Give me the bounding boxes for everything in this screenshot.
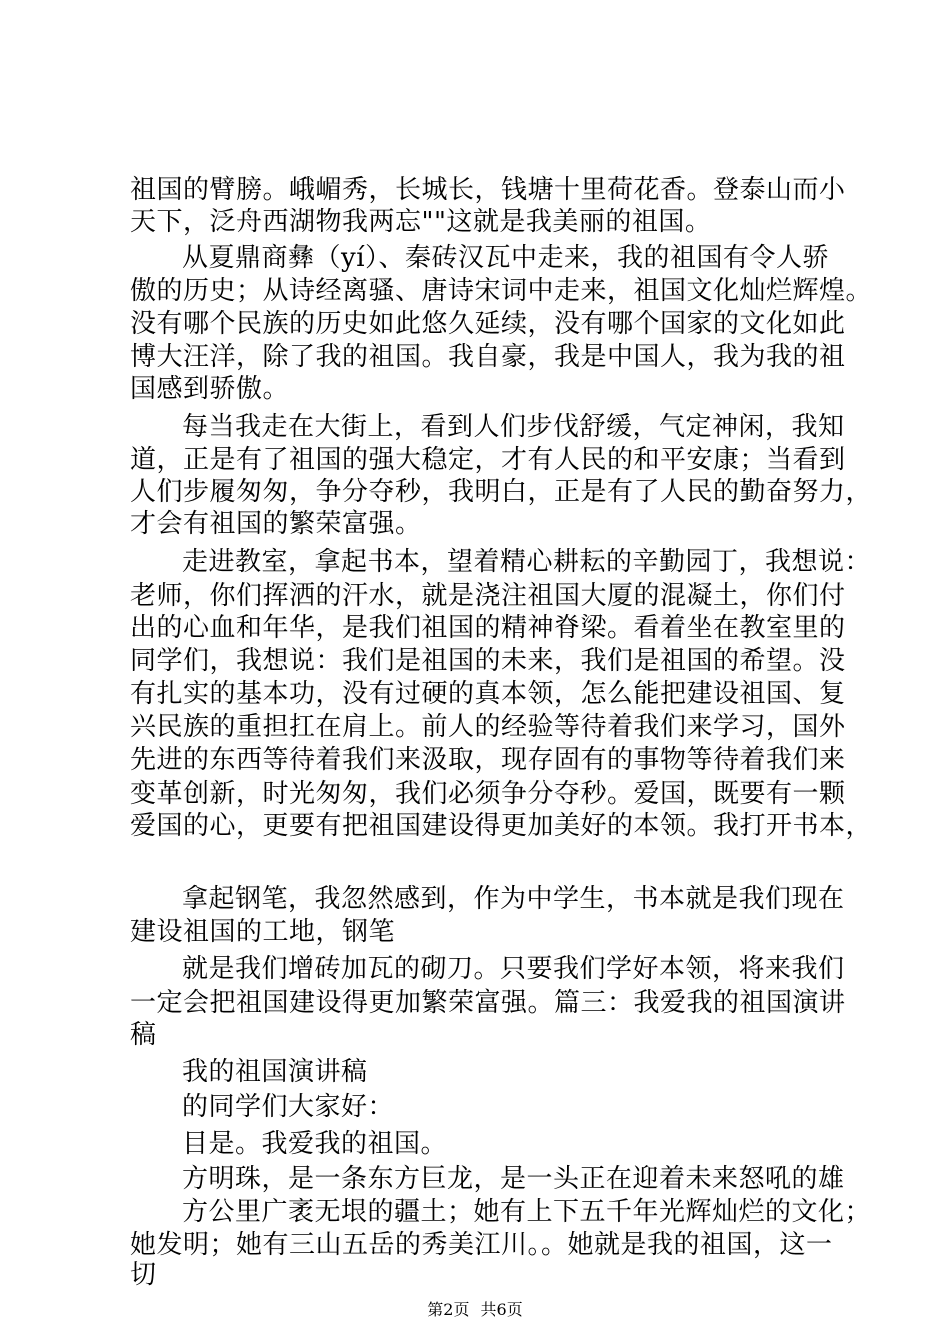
- text-line: 没有哪个民族的历史如此悠久延续，没有哪个国家的文化如此: [130, 309, 846, 339]
- text-line: 一定会把祖国建设得更加繁荣富强。篇三：我爱我的祖国演讲: [130, 988, 846, 1018]
- text-line: 出的心血和年华，是我们祖国的精神脊梁。看着坐在教室里的: [130, 613, 846, 643]
- text-line: 先进的东西等待着我们来汲取，现存固有的事物等待着我们来: [130, 745, 846, 775]
- text-line: 从夏鼎商彝（yí）、秦砖汉瓦中走来，我的祖国有令人骄: [182, 243, 830, 273]
- text-line: 的同学们大家好：: [182, 1092, 395, 1122]
- text-line: 祖国的臂膀。峨嵋秀，长城长，钱塘十里荷花香。登泰山而小: [130, 175, 846, 205]
- text-line: 变革创新，时光匆匆，我们必须争分夺秒。爱国，既要有一颗: [130, 779, 846, 809]
- text-line: 有扎实的基本功，没有过硬的真本领，怎么能把建设祖国、复: [130, 679, 846, 709]
- page-number: 第2页: [427, 1300, 470, 1319]
- text-line: 道，正是有了祖国的强大稳定，才有人民的和平安康；当看到: [130, 445, 846, 475]
- text-line: 天下，泛舟西湖物我两忘""这就是我美丽的祖国。: [130, 207, 712, 237]
- text-line: 人们步履匆匆，争分夺秒，我明白，正是有了人民的勤奋努力，: [130, 477, 873, 507]
- text-line: 每当我走在大街上，看到人们步伐舒缓，气定神闲，我知: [182, 412, 845, 442]
- text-line: 走进教室，拿起书本，望着精心耕耘的辛勤园丁，我想说：: [182, 547, 872, 577]
- page-footer: [0, 1299, 950, 1321]
- text-line: 就是我们增砖加瓦的砌刀。只要我们学好本领，将来我们: [182, 954, 845, 984]
- text-line: 爱国的心，更要有把祖国建设得更加美好的本领。我打开书本，: [130, 811, 873, 841]
- text-line: 方明珠，是一条东方巨龙，是一头正在迎着未来怒吼的雄: [182, 1164, 845, 1194]
- text-line: 兴民族的重担扛在肩上。前人的经验等待着我们来学习，国外: [130, 712, 846, 742]
- text-line: 稿: [130, 1020, 157, 1050]
- text-line: 目是。我爱我的祖国。: [182, 1129, 448, 1159]
- text-line: 她发明；她有三山五岳的秀美江川。。她就是我的祖国，这一: [130, 1230, 833, 1260]
- text-line: 我的祖国演讲稿: [182, 1057, 368, 1087]
- text-line: 建设祖国的工地，钢笔: [130, 917, 396, 947]
- text-line: 博大汪洋，除了我的祖国。我自豪，我是中国人，我为我的祖: [130, 342, 846, 372]
- text-line: 才会有祖国的繁荣富强。: [130, 509, 422, 539]
- text-line: 傲的历史；从诗经离骚、唐诗宋词中走来，祖国文化灿烂辉煌。: [130, 276, 873, 306]
- text-line: 国感到骄傲。: [130, 374, 290, 404]
- text-line: 同学们，我想说：我们是祖国的未来，我们是祖国的希望。没: [130, 646, 846, 676]
- text-line: 切: [130, 1260, 157, 1290]
- text-line: 老师，你们挥洒的汗水，就是浇注祖国大厦的混凝土，你们付: [130, 581, 846, 611]
- text-line: 拿起钢笔，我忽然感到，作为中学生，书本就是我们现在: [182, 884, 845, 914]
- page-total: 共6页: [480, 1300, 523, 1319]
- text-line: 方公里广袤无垠的疆土；她有上下五千年光辉灿烂的文化；: [182, 1197, 872, 1227]
